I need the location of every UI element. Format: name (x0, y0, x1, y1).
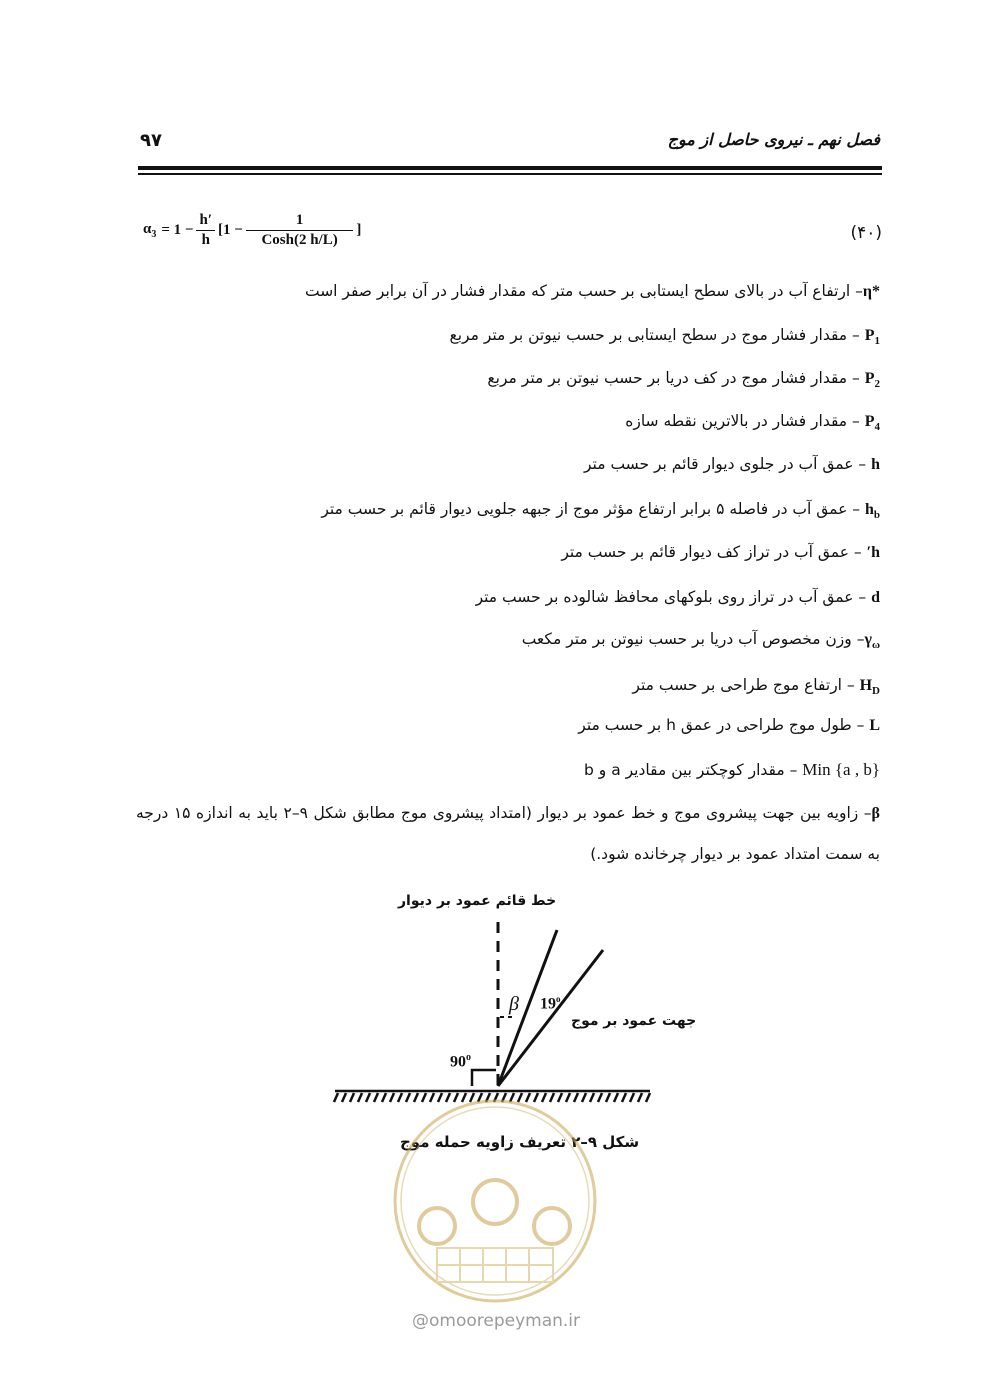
right-angle-marker (472, 1070, 496, 1086)
definition-min: Min {a , b} – مقدار کوچکتر بین مقادیر a و b (584, 760, 880, 779)
header-rule-thick (138, 166, 882, 170)
equation-number: (۴۰) (850, 223, 882, 243)
figure-label-wave-normal: جهت عمود بر موج (571, 1013, 697, 1029)
definition-h-prime: h′ – عمق آب در تراز کف دیوار قائم بر حسب متر (561, 543, 880, 561)
definition-p2: $P_2$ – مقدار فشار موج در کف دریا بر حسب نیوتن بر متر مربع (487, 369, 880, 391)
definition-p4: $P_4$ – مقدار فشار در بالاترین نقطه سازه (625, 412, 880, 434)
eq-bracket-close: ] (356, 222, 362, 238)
definition-d: d – عمق آب در تراز روی بلوکهای محافظ شالوده بر حسب متر (475, 588, 880, 606)
wave-direction-line-2 (498, 950, 603, 1086)
watermark-seal (392, 1098, 598, 1304)
eq-bracket-open: [1 − (218, 222, 243, 238)
watermark-site: @omoorepeyman.ir (411, 1311, 581, 1331)
eq-prefix: = 1 − (161, 222, 194, 238)
figure-label-vertical: خط قائم عمود بر دیوار (398, 893, 557, 909)
definition-eta: *η– ارتفاع آب در بالای سطح ایستابی بر حسب متر که مقدار فشار در آن برابر صفر است (304, 282, 880, 300)
page-number: ۹۷ (140, 130, 162, 151)
gear-icon (419, 1180, 570, 1244)
figure-caption: شکل ۹–۲ تعریف زاویه حمله موج (400, 1133, 640, 1151)
definition-h: h – عمق آب در جلوی دیوار قائم بر حسب متر (583, 455, 880, 473)
eq-fraction-cosh: $\frac{1}{\text{Cosh(2 h/L)}}$ (246, 212, 354, 249)
definition-hd: $H_D$ – ارتفاع موج طراحی بر حسب متر (632, 676, 880, 698)
equation-alpha3 (143, 212, 361, 249)
chapter-title: فصل نهم ـ نیروی حاصل از موج (667, 130, 880, 149)
eq-fraction-h: $\frac{h'}{h}$ (196, 212, 215, 249)
wave-direction-line-1 (498, 930, 557, 1086)
eq-lhs: $\alpha_3$ (143, 221, 157, 240)
beta-paragraph: β– زاویه بین جهت پیشروی موج و خط عمود بر دیوار (امتداد پیشروی موج مطابق شکل ۹–۲ باید به اندازه ۱۵ درجه به سمت امتداد عمود بر دیوار چرخانده شود.) (136, 804, 880, 863)
definition-l: L – طول موج طراحی در عمق h بر حسب متر (578, 716, 880, 734)
definition-p1: $P_1$ – مقدار فشار موج در سطح ایستابی بر حسب نیوتن بر متر مربع (449, 326, 880, 348)
figure-label-angle: 19$^o$ (540, 994, 561, 1013)
grid-pattern (437, 1248, 553, 1282)
wave-attack-angle-figure (330, 890, 660, 1110)
definition-hb: $h_b$ – عمق آب در فاصله ۵ برابر ارتفاع مؤثر موج از جبهه جلویی دیوار قائم بر حسب متر (321, 500, 880, 522)
figure-label-right-angle: 90$^o$ (450, 1052, 471, 1071)
header-rule-thin (138, 173, 882, 175)
figure-label-beta: β (509, 993, 519, 1015)
definition-gamma: $\gamma_\omega-$ وزن مخصوص آب دریا بر حسب نیوتن بر متر مکعب (521, 630, 880, 652)
